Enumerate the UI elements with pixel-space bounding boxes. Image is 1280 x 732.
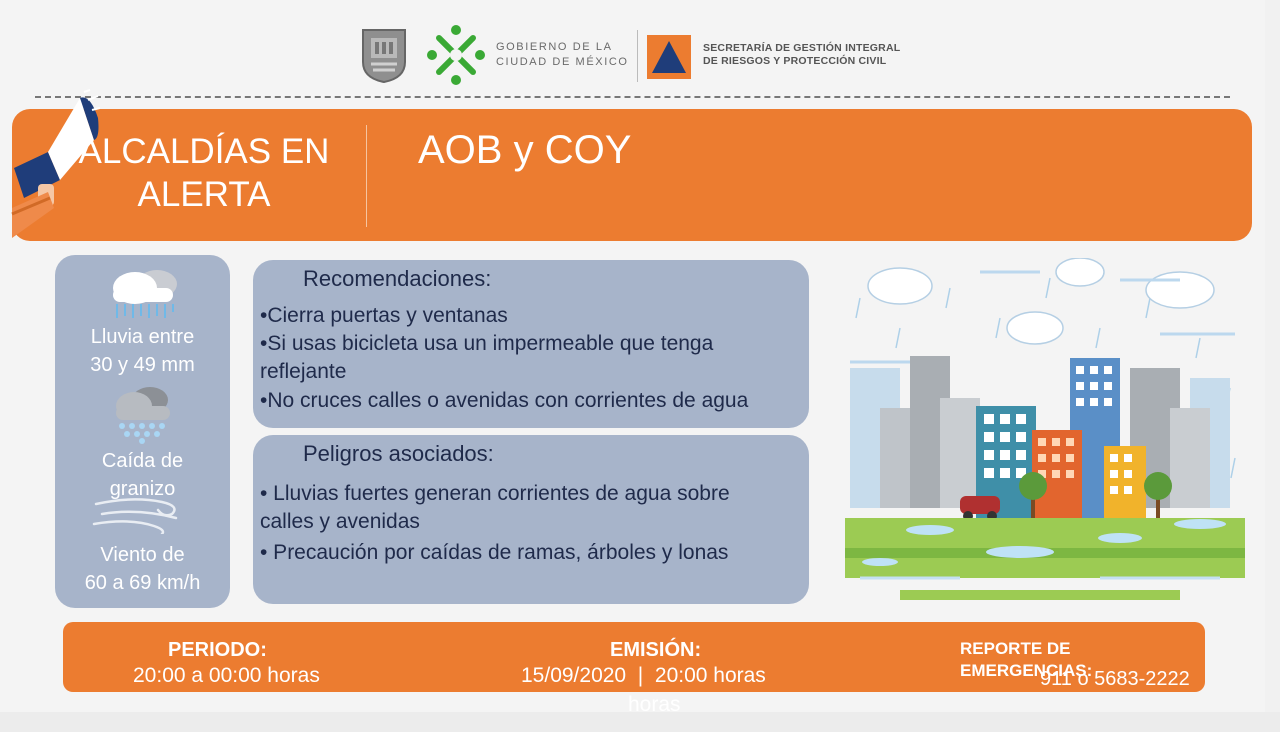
civil-protection-triangle-icon [647,35,691,79]
emission-overflow-text: horas [628,693,681,716]
report-line1: REPORTE DE [960,639,1071,658]
hazard-item: • Lluvias fuertes generan corrientes de agua sobre [260,482,730,505]
secretariat-name [703,42,900,68]
rain-line2: 30 y 49 mm [90,354,195,376]
cdmx-emblem-icon [427,24,485,86]
recommendation-item: •No cruces calles o avenidas con corrientes de agua [260,389,749,412]
header-logos [355,22,955,92]
wind-line2: 60 a 69 km/h [84,572,201,594]
wind-icon [92,490,188,534]
wind-text [55,541,230,597]
cdmx-shield-icon [359,26,409,84]
hail-line1: Caída de [101,450,184,472]
report-line2: EMERGENCIAS: [960,661,1093,680]
alert-title-line2: ALERTA [137,175,271,214]
hazard-item: • Precaución por caídas de ramas, árboles y lonas [260,541,729,564]
period-label: PERIODO: [168,639,267,661]
hail-cloud-icon [112,384,174,444]
logo-divider [637,30,638,82]
alert-title-line1: ALCALDÍAS EN [78,132,330,171]
emission-value: 15/09/2020 | 20:00 horas [521,664,766,687]
gov-name [496,40,629,70]
recommendation-item: reflejante [260,360,347,383]
gov-line1: GOBIERNO DE LA [496,41,613,53]
sec-line2: DE RIESGOS Y PROTECCIÓN CIVIL [703,55,887,67]
rain-cloud-icon [105,266,183,320]
rain-line1: Lluvia entre [90,326,195,348]
recommendation-item: •Cierra puertas y ventanas [260,304,508,327]
period-value: 20:00 a 00:00 horas [133,664,320,687]
affected-alcaldias: AOB y COY [418,128,632,172]
rain-text [55,323,230,379]
hail-line2: granizo [109,478,176,500]
recommendation-item: •Si usas bicicleta usa un impermeable que tenga [260,332,714,355]
hazard-item: calles y avenidas [260,510,420,533]
gov-line2: CIUDAD DE MÉXICO [496,56,629,68]
alert-title [66,130,342,216]
emission-label: EMISIÓN: [610,639,702,661]
rainy-city-illustration [840,258,1250,608]
recommendations-title: Recomendaciones: [303,266,492,291]
emergency-number: 911 o 5683-2222 [1040,668,1190,690]
alert-band-divider [366,125,367,227]
hazards-title: Peligros asociados: [303,441,494,466]
sec-line1: SECRETARÍA DE GESTIÓN INTEGRAL [703,42,901,54]
wind-line1: Viento de [100,544,185,566]
header-divider [35,96,1230,98]
